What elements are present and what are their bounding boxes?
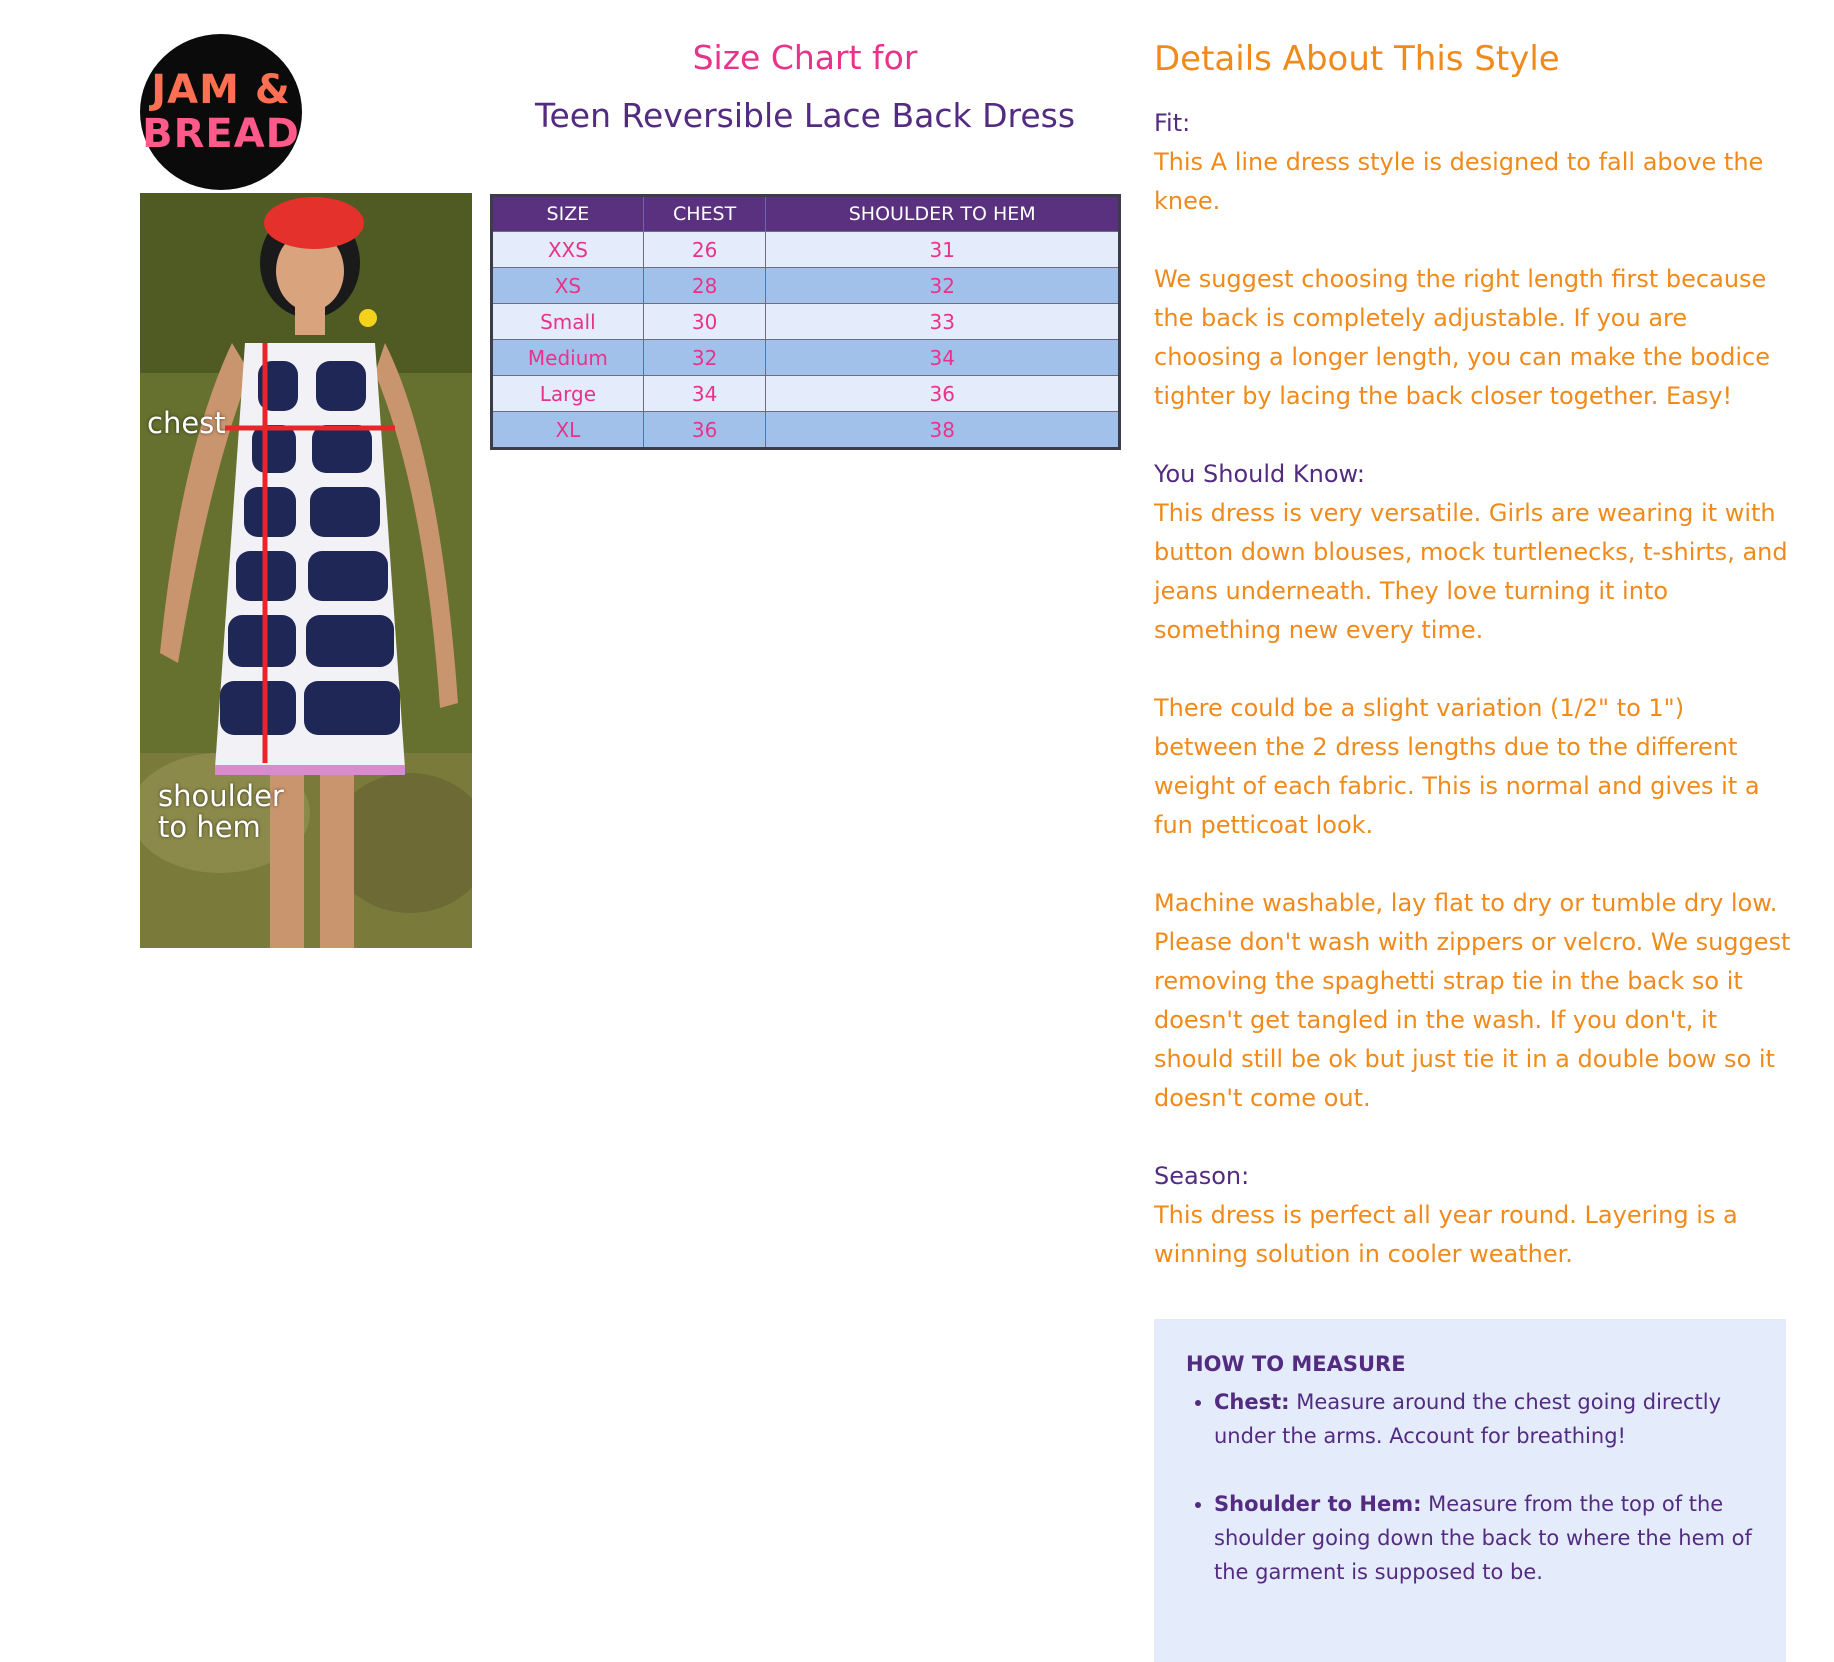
shoulder-to-hem-label: shoulder to hem: [158, 779, 284, 844]
how-to-measure-box: [1154, 1319, 1786, 1662]
measure-shoulder-label: Shoulder to Hem:: [1214, 1492, 1422, 1516]
cell-chest: 28: [643, 268, 766, 304]
table-row: [492, 268, 1120, 304]
cell-chest: 26: [643, 232, 766, 268]
header-shoulder-to-hem: SHOULDER TO HEM: [766, 196, 1120, 232]
header-size: SIZE: [492, 196, 644, 232]
table-row: [492, 340, 1120, 376]
cell-shoulder-to-hem: 38: [766, 412, 1120, 449]
brand-logo[interactable]: [140, 34, 302, 190]
table-row: [492, 304, 1120, 340]
cell-chest: 36: [643, 412, 766, 449]
measure-item-chest: [1214, 1385, 1754, 1453]
season-text: This dress is perfect all year round. Layering is a winning solution in cooler weather.: [1154, 1201, 1738, 1268]
measure-list: [1186, 1385, 1754, 1589]
cell-size: XS: [492, 268, 644, 304]
cell-chest: 34: [643, 376, 766, 412]
cell-size: XL: [492, 412, 644, 449]
details-heading: Details About This Style: [1154, 39, 1560, 79]
product-name: Teen Reversible Lace Back Dress: [534, 96, 1076, 135]
fit-label: Fit:: [1154, 109, 1191, 137]
cell-shoulder-to-hem: 33: [766, 304, 1120, 340]
you-should-know-label: You Should Know:: [1154, 460, 1365, 488]
cell-size: Large: [492, 376, 644, 412]
table-row: [492, 376, 1120, 412]
table-row: [492, 412, 1120, 449]
cell-shoulder-to-hem: 32: [766, 268, 1120, 304]
table-row: [492, 232, 1120, 268]
cell-size: XXS: [492, 232, 644, 268]
length-advice-text: We suggest choosing the right length first because the back is completely adjustable. If you are choosing a longer length, you can make the bodice tighter by lacing the back closer together. Easy!: [1154, 265, 1770, 410]
season-label: Season:: [1154, 1162, 1250, 1190]
cell-size: Small: [492, 304, 644, 340]
cell-shoulder-to-hem: 34: [766, 340, 1120, 376]
measure-chest-text: Measure around the chest going directly under the arms. Account for breathing!: [1214, 1390, 1722, 1448]
cell-chest: 32: [643, 340, 766, 376]
size-table: [490, 194, 1121, 450]
chest-label: chest: [147, 406, 226, 440]
measure-chest-label: Chest:: [1214, 1390, 1290, 1414]
cell-shoulder-to-hem: 31: [766, 232, 1120, 268]
length-variation-text: There could be a slight variation (1/2" to 1") between the 2 dress lengths due to the different weight of each fabric. This is normal and gives it a fun petticoat look.: [1154, 694, 1760, 839]
fit-text: This A line dress style is designed to fall above the knee.: [1154, 148, 1764, 215]
cell-chest: 30: [643, 304, 766, 340]
table-header-row: [492, 196, 1120, 232]
measure-item-shoulder: [1214, 1487, 1754, 1589]
header-chest: CHEST: [643, 196, 766, 232]
cell-shoulder-to-hem: 36: [766, 376, 1120, 412]
how-to-measure-title: HOW TO MEASURE: [1186, 1352, 1406, 1376]
logo-text-line-2: BREAD: [142, 111, 300, 157]
cell-size: Medium: [492, 340, 644, 376]
size-chart-title: Size Chart for: [692, 38, 918, 77]
model-photo: [140, 193, 472, 948]
logo-text-line-1: JAM &: [151, 67, 291, 113]
measure-shoulder-text: Measure from the top of the shoulder going down the back to where the hem of the garment is supposed to be.: [1214, 1492, 1752, 1584]
versatility-text: This dress is very versatile. Girls are wearing it with button down blouses, mock turtlenecks, t-shirts, and jeans underneath. They love turning it into something new every time.: [1154, 499, 1788, 644]
style-details: [1154, 34, 1794, 1274]
care-instructions-text: Machine washable, lay flat to dry or tumble dry low. Please don't wash with zippers or velcro. We suggest removing the spaghetti strap tie in the back so it doesn't get tangled in the wash. If you don't, it should still be ok but just tie it in a double bow so it doesn't come out.: [1154, 889, 1791, 1112]
